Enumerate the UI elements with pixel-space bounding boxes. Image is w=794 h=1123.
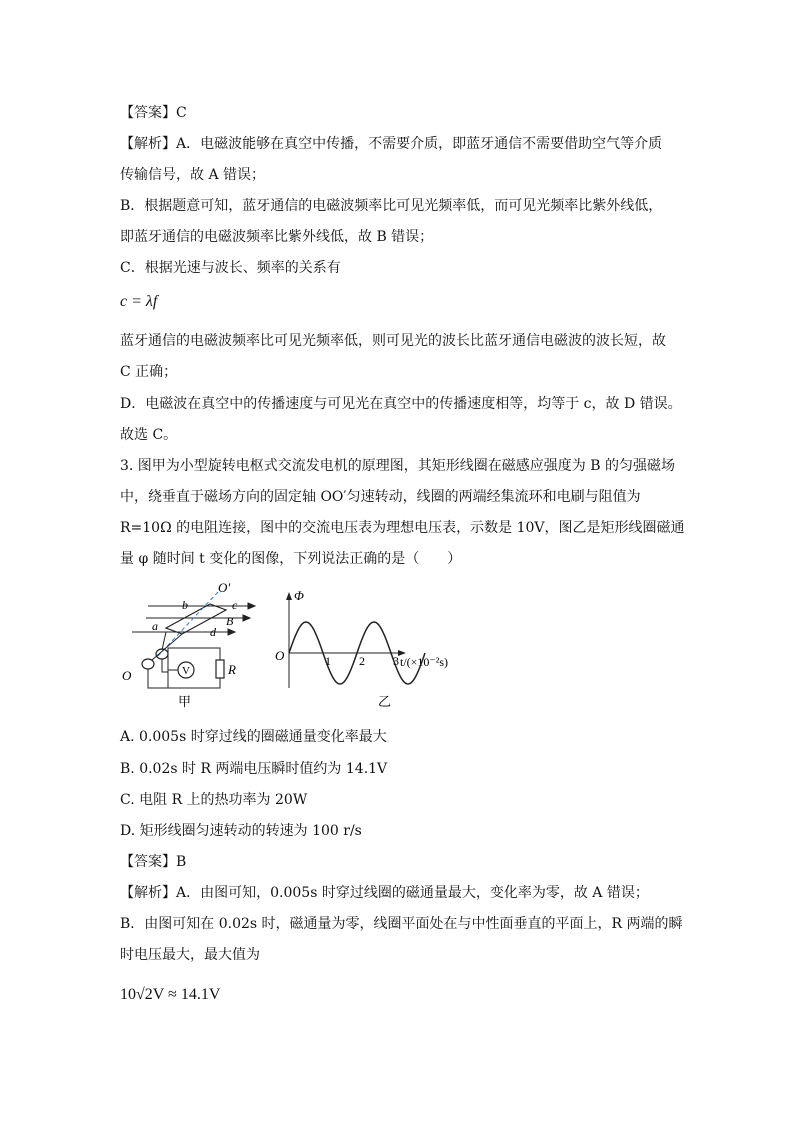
label-b: b xyxy=(182,598,188,612)
analysis-line-3: 时电压最大，最大值为 xyxy=(120,947,260,963)
line-4: B．根据题意可知，蓝牙通信的电磁波频率比可见光频率低，而可见光频率比紫外线低， xyxy=(120,198,663,214)
tick-label-3: 3 xyxy=(393,654,399,668)
line-10: D．电磁波在真空中的传播速度与可见光在真空中的传播速度相等，均等于 c，故 D 错误。 xyxy=(120,396,682,412)
line-5: 即蓝牙通信的电磁波频率比紫外线低，故 B 错误； xyxy=(120,229,434,245)
figure-jia-generator xyxy=(118,580,268,715)
figure-yi-caption: 乙 xyxy=(378,694,392,709)
line-11: 故选 C。 xyxy=(120,427,178,443)
line-1: 【答案】C xyxy=(120,105,187,121)
x-axis-label: t/(×10⁻²s) xyxy=(400,655,449,669)
line-2: 【解析】A．电磁波能够在真空中传播，不需要介质，即蓝牙通信不需要借助空气等介质 xyxy=(120,136,663,152)
option-c: C. 电阻 R 上的热功率为 20W xyxy=(120,792,308,808)
origin-label: O xyxy=(275,648,285,663)
analysis-line-2: B．由图可知在 0.02s 时，磁通量为零，线圈平面处在与中性面垂直的平面上，R 两端的瞬 xyxy=(120,916,683,932)
figure-jia-caption: 甲 xyxy=(178,694,192,709)
y-axis-label: Φ xyxy=(294,588,304,603)
question-3-line-3: R=10Ω 的电阻连接，图中的交流电压表为理想电压表，示数是 10V，图乙是矩形线圈磁通 xyxy=(120,520,685,536)
line-6: C．根据光速与波长、频率的关系有 xyxy=(120,260,341,276)
line-9: C 正确； xyxy=(120,364,178,380)
option-a: A. 0.005s 时穿过线的圈磁通量变化率最大 xyxy=(120,729,387,745)
analysis-line-1: 【解析】A．由图可知，0.005s 时穿过线圈的磁通量最大，变化率为零，故 A 错误； xyxy=(120,885,649,901)
label-c: c xyxy=(232,598,238,612)
tick-label-1: 1 xyxy=(325,654,331,668)
option-b: B. 0.02s 时 R 两端电压瞬时值约为 14.1V xyxy=(120,761,388,777)
y-axis-arrow xyxy=(286,592,292,600)
voltmeter-label: V xyxy=(182,665,190,677)
line-3: 传输信号，故 A 错误； xyxy=(120,167,266,183)
label-a: a xyxy=(152,619,158,633)
answer-b: 【答案】B xyxy=(120,854,187,870)
question-3-line-2: 中，绕垂直于磁场方向的固定轴 OO′匀速转动，线圈的两端经集流环和电刷与阻值为 xyxy=(120,489,641,505)
formula-c-lambda-f: c = λf xyxy=(120,293,158,310)
label-d: d xyxy=(210,625,216,639)
figure-yi-chart xyxy=(272,580,482,715)
line-8: 蓝牙通信的电磁波频率比可见光频率低，则可见光的波长比蓝牙通信电磁波的波长短，故 xyxy=(120,333,666,349)
label-r: R xyxy=(228,662,236,677)
label-field-b: B xyxy=(226,614,234,628)
option-d: D. 矩形线圈匀速转动的转速为 100 r/s xyxy=(120,823,362,839)
question-3-line-4: 量 φ 随时间 t 变化的图像，下列说法正确的是（ ） xyxy=(120,551,462,567)
label-o-prime: O′ xyxy=(218,580,231,595)
tick-label-2: 2 xyxy=(359,654,365,668)
question-3-line-1: 3. 图甲为小型旋转电枢式交流发电机的原理图，其矩形线圈在磁感应强度为 B 的匀强磁场 xyxy=(120,458,675,474)
formula-max-voltage: 10√2V ≈ 14.1V xyxy=(120,986,221,1003)
label-o: O xyxy=(122,668,132,683)
